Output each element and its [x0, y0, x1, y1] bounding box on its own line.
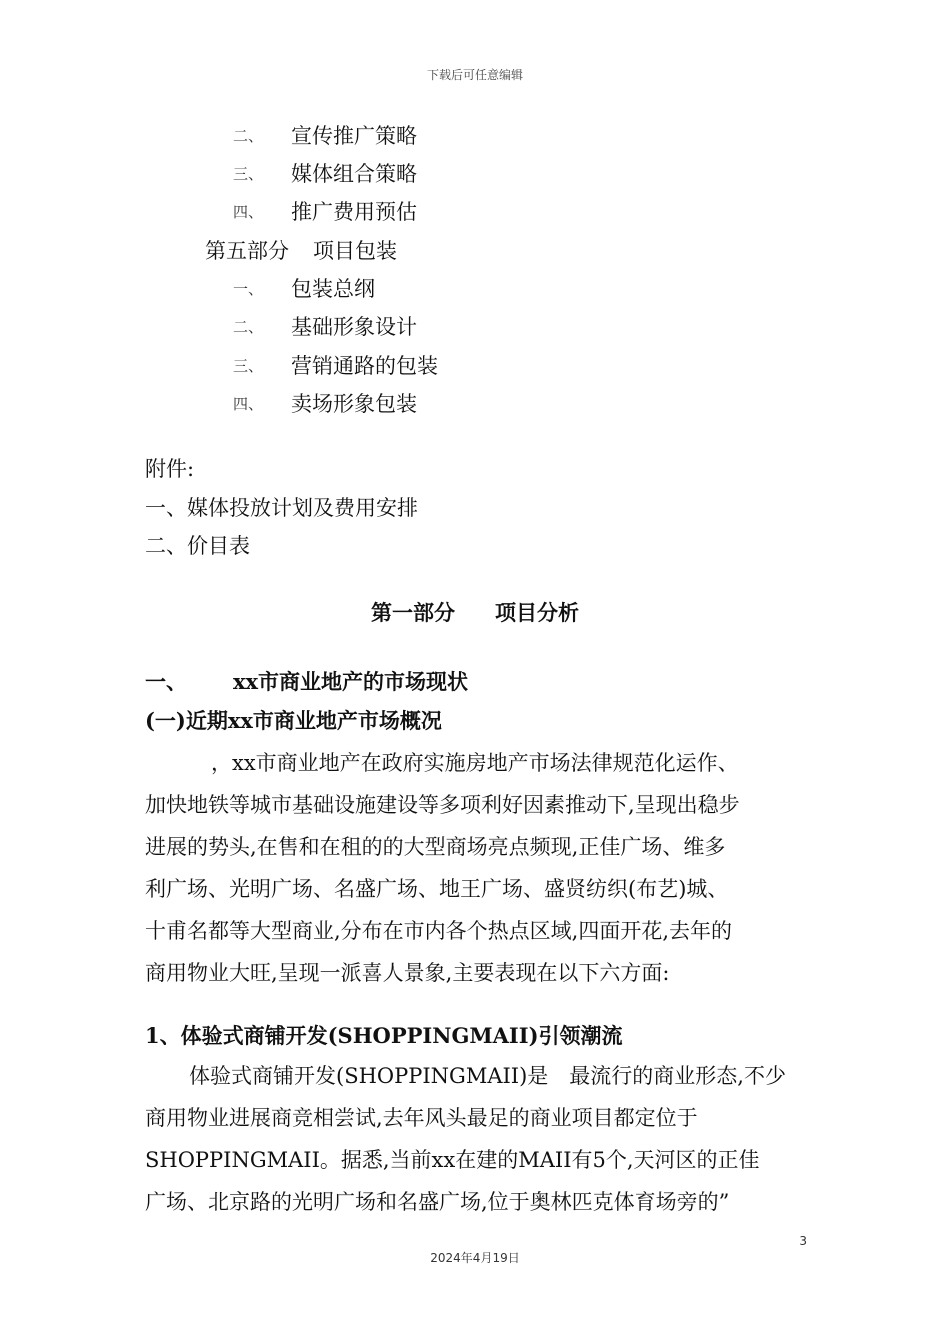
part-label: 第五部分 — [205, 239, 289, 263]
page-header: 下载后可任意编辑 — [426, 68, 523, 82]
toc-item-number: 二、 — [233, 127, 264, 145]
paragraph-line: 广场、北京路的光明广场和名盛广场,位于奥林匹克体育场旁的” — [145, 1190, 730, 1214]
paragraph-line: 商用物业大旺,呈现一派喜人景象,主要表现在以下六方面: — [145, 961, 670, 985]
part-title: 项目分析 — [495, 600, 579, 625]
toc-item-number: 四、 — [233, 395, 264, 413]
toc-item-text: 营销通路的包装 — [291, 354, 438, 378]
toc-item-text: 宣传推广策略 — [291, 124, 417, 148]
page-number: 3 — [799, 1234, 807, 1248]
toc-item-text: 卖场形象包装 — [291, 392, 417, 416]
paragraph-line: SHOPPINGMAII。据悉,当前xx在建的MAII有5个,天河区的正佳 — [145, 1148, 760, 1172]
section-title: xx市商业地产的市场现状 — [233, 669, 469, 694]
paragraph-line: 体验式商铺开发(SHOPPINGMAII)是 最流行的商业形态,不少 — [189, 1064, 786, 1088]
part-label: 第一部分 — [371, 600, 455, 625]
toc-item-number: 二、 — [233, 318, 264, 336]
paragraph-line: 十甫名都等大型商业,分布在市内各个热点区域,四面开花,去年的 — [145, 919, 733, 943]
toc-item-text: 包装总纲 — [291, 277, 375, 301]
page-footer-date: 2024年4月19日 — [430, 1251, 520, 1265]
toc-item-text: 推广费用预估 — [291, 200, 417, 224]
paragraph-line: 商用物业进展商竞相尝试,去年风头最足的商业项目都定位于 — [145, 1106, 698, 1130]
body-paragraph — [145, 742, 810, 994]
toc-item-number: 四、 — [233, 203, 264, 221]
paragraph-line: 进展的势头,在售和在租的的大型商场亮点频现,正佳广场、维多 — [145, 835, 726, 859]
toc-item-text: 基础形象设计 — [291, 315, 417, 339]
attachments-title: 附件: — [145, 457, 195, 481]
part-heading — [0, 598, 950, 628]
toc-item-text: 媒体组合策略 — [291, 162, 417, 186]
attachment-item: 二、价目表 — [145, 534, 250, 558]
subsection-heading: (一)近期xx市商业地产市场概况 — [145, 708, 442, 733]
paragraph-line: 利广场、光明广场、名盛广场、地王广场、盛贤纺织(布艺)城、 — [145, 877, 729, 901]
toc-part-heading — [205, 236, 397, 266]
attachment-item: 一、媒体投放计划及费用安排 — [145, 496, 418, 520]
toc-item-number: 三、 — [233, 165, 264, 183]
paragraph-line: ，xx市商业地产在政府实施房地产市场法律规范化运作、 — [211, 751, 739, 775]
section-number: 一、 — [145, 669, 187, 694]
part-title: 项目包装 — [313, 239, 397, 263]
body-paragraph — [145, 1055, 810, 1223]
section-heading — [145, 667, 468, 697]
toc-item-number: 一、 — [233, 280, 264, 298]
toc-item-number: 三、 — [233, 357, 264, 375]
paragraph-line: 加快地铁等城市基础设施建设等多项利好因素推动下,呈现出稳步 — [145, 793, 740, 817]
subsection-heading: 1、体验式商铺开发(SHOPPINGMAII)引领潮流 — [145, 1023, 623, 1048]
